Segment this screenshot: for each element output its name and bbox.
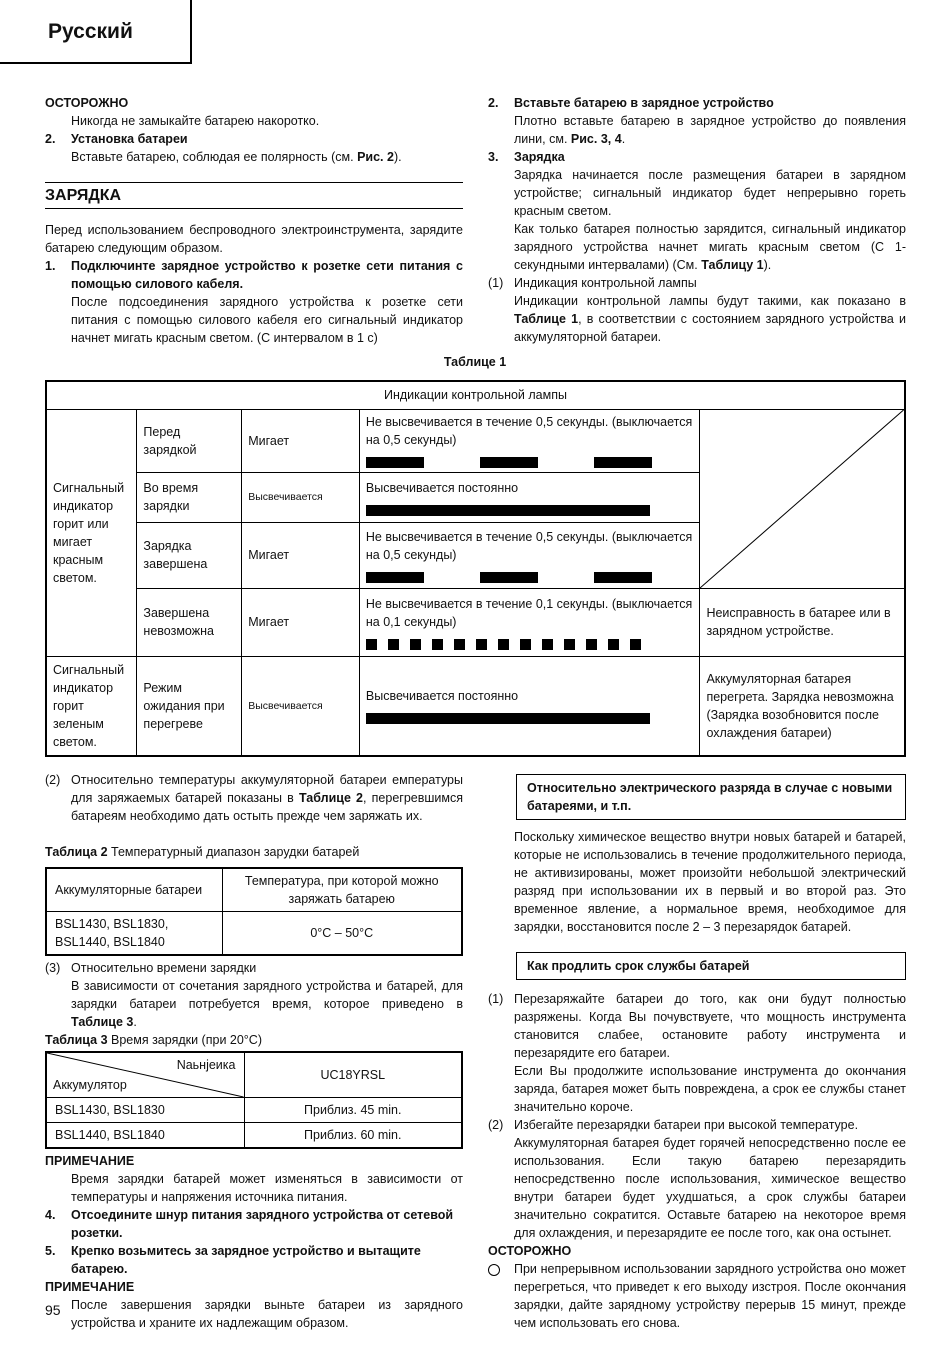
- blink-on: [520, 639, 531, 650]
- desc-cell: Высвечивается постоянно: [359, 472, 700, 522]
- battery-life-item-1: (1) Перезаряжайте батареи до того, как они будут полностью разряжены. Когда Вы почувствуете, что мощность инструмента становится слабее, остановите работу инструмента и перезарядите его батареи. Если Вы продолжите использование инструмента до окончания заряда, батарея может быть повреждена, а срок ее службы станет значительно короче.: [488, 992, 906, 1114]
- sub-item-3: (3) Относительно времени зарядки В зависимости от сочетания зарядного устройства и батарей, для зарядки батареи потребуется время, которое приведено в Таблице 3.: [45, 961, 463, 1029]
- diagonal-line: [700, 410, 904, 588]
- sub-item-2: (2) Относительно температуры аккумуляторной батареи емпературы для заряжаемых батарей показаны в Таблице 2, перегревшимся батареям необходимо дать остыть прежде чем заряжать их.: [45, 773, 463, 823]
- table-3-corner-cell: [46, 1052, 244, 1098]
- table-2-header-temperature: Температура, при которой можно заряжать батарею: [222, 868, 462, 912]
- page-number: 95: [45, 1302, 61, 1318]
- table-3: [45, 1051, 463, 1149]
- sub-item-title: Индикация контрольной лампы: [514, 276, 697, 290]
- blink-on: [564, 639, 575, 650]
- empty-diagonal-cell: [700, 409, 905, 588]
- note-text: Время зарядки батарей может изменяться в зависимости от температуры и напряжения источника питания.: [71, 1172, 463, 1204]
- steady-pattern: [366, 713, 694, 724]
- blink-pattern-slow: [366, 572, 694, 583]
- group-red: Сигнальный индикатор горит или мигает красным светом.: [46, 409, 137, 656]
- state-cell: Завершена невозможна: [137, 588, 242, 656]
- note-cell: Аккумуляторная батарея перегрета. Зарядка невозможна (Зарядка возобновится после охлаждения батареи): [700, 656, 905, 756]
- table-1-header: Индикации контрольной лампы: [46, 381, 905, 409]
- item-3-para-2: Как только батарея полностью зарядится, сигнальный индикатор зарядного устройства начнет мигать красным светом (С 1-секундными интервалами) (См. Таблицу 1).: [514, 222, 906, 272]
- group-green: Сигнальный индикатор горит зеленым светом.: [46, 656, 137, 756]
- blink-on: [480, 457, 538, 468]
- note-title: ПРИМЕЧАНИЕ: [45, 1280, 135, 1294]
- sub-item-title: Относительно времени зарядки: [71, 961, 257, 975]
- item-2-insert: 2. Вставьте батарею в зарядное устройство: [488, 96, 774, 110]
- state-cell: Во время зарядки: [137, 472, 242, 522]
- caution-title: ОСТОРОЖНО: [488, 1244, 572, 1258]
- item-title: Вставьте батарею в зарядное устройство: [514, 96, 774, 110]
- table-2-battery-models: BSL1430, BSL1830, BSL1440, BSL1840: [46, 912, 222, 956]
- state-cell: Перед зарядкой: [137, 409, 242, 472]
- caution-title: ОСТОРОЖНО: [45, 96, 129, 110]
- language-label: Русский: [48, 20, 133, 43]
- blink-pattern-fast: [366, 639, 694, 650]
- table-1: [45, 380, 906, 757]
- blink-on: [608, 639, 619, 650]
- item-3-para-1: Зарядка начинается после размещения батареи в зарядном устройстве; сигнальный индикатор будет непрерывно гореть красным светом.: [514, 168, 906, 218]
- note-title: ПРИМЕЧАНИЕ: [45, 1154, 135, 1168]
- desc-cell: Не высвечивается в течение 0,5 секунды. (выключается на 0,5 секунды): [359, 409, 700, 472]
- sub-item-3-text: В зависимости от сочетания зарядного устройства и батарей, для зарядки батареи потребуется время, которое приведено в Таблице 3.: [71, 979, 463, 1029]
- item-title: Подключинте зарядное устройство к розетке сети питания с помощью силового кабеля.: [71, 259, 463, 291]
- item-number: 1.: [45, 259, 56, 273]
- table-3-battery: BSL1440, BSL1840: [46, 1123, 244, 1149]
- mode-cell: Мигает: [242, 588, 360, 656]
- table-3-battery: BSL1430, BSL1830: [46, 1098, 244, 1123]
- mode-cell: Мигает: [242, 522, 360, 588]
- sub-item-1: (1) Индикация контрольной лампы: [488, 276, 697, 290]
- blink-on: [594, 457, 652, 468]
- blink-on: [476, 639, 487, 650]
- discharge-text: Поскольку химическое вещество внутри новых батарей и батарей, которые не использовались в течение продолжительного периода, не активизированы, может произойти небольшой электрический разряд при использовании их в первый и во второй раз. Это временное явление, а нормальное время, необходимое для зарядки, восстановится после 2 – 3 перезарядок батарей.: [514, 830, 906, 934]
- steady-on: [366, 505, 650, 516]
- blink-on: [410, 639, 421, 650]
- table-2: [45, 867, 463, 956]
- box-title-battery-life: Как продлить срок службы батарей: [516, 952, 906, 980]
- left-bottom-column: [45, 771, 463, 825]
- caution-text: При непрерывном использовании зарядного устройства оно может перегреться, что приведет к его выходу изстроя. После окончания зарядки, дайте зарядному устройству перерыв 15 минут, прежде чем использовать его снова.: [514, 1262, 906, 1330]
- note-cell: Неисправность в батарее или в зарядном устройстве.: [700, 588, 905, 656]
- left-top-column: [45, 94, 463, 347]
- caution-text: Никогда не замыкайте батарею накоротко.: [71, 114, 320, 128]
- right-bottom-column: [488, 774, 906, 1332]
- blink-on: [388, 639, 399, 650]
- sub-item-2-text: Относительно температуры аккумуляторной батареи емпературы для заряжаемых батарей показаны в Таблице 2, перегревшимся батареям необходимо дать остыть прежде чем заряжать их.: [71, 773, 463, 823]
- battery-life-item-2: (2) Избегайте перезарядки батареи при высокой температуре. Аккумуляторная батарея будет горячей непосредственно после ее использования. Если такую батарею перезарядить непосредственно после использования, химическое вещество внутри батареи будет ухудшаться, а срок службы батареи значительно сократится. Оставьте батарею на некоторое время для охлаждения, и перезарядите ее после того, как она остынет.: [488, 1118, 906, 1240]
- table-3-model: UC18YRSL: [244, 1052, 462, 1098]
- blink-on: [594, 572, 652, 583]
- desc-cell: Не высвечивается в течение 0,5 секунды. (выключается на 0,5 секунды): [359, 522, 700, 588]
- blink-on: [630, 639, 641, 650]
- mode-cell: Мигает: [242, 409, 360, 472]
- table-2-temperature-range: 0°C – 50°C: [222, 912, 462, 956]
- battery-life-item-1-text: Перезаряжайте батареи до того, как они будут полностью разряжены. Когда Вы почувствуете, что мощность инструмента становится слабее, остановите работу инструмента и перезарядите его батареи. Если Вы продолжите использование инструмента до окончания заряда, батарея может быть повреждена, а срок ее службы станет значительно короче.: [514, 992, 906, 1114]
- table-2-caption: Таблица 2 Температурный диапазон зарудки батарей: [45, 845, 360, 859]
- blink-on: [366, 457, 424, 468]
- desc-cell: Не высвечивается в течение 0,1 секунды. (выключается на 0,1 секунды): [359, 588, 700, 656]
- table-1-caption: Таблице 1: [443, 355, 507, 369]
- item-3-charging: 3. Зарядка: [488, 150, 565, 164]
- battery-life-item-2-text: Избегайте перезарядки батареи при высокой температуре. Аккумуляторная батарея будет горячей непосредственно после ее использования. Если такую батарею перезарядить непосредственно после использования, химическое вещество внутри батареи будет ухудшаться, а срок службы батареи значительно сократится. Оставьте батарею на некоторое время для охлаждения, и перезарядите ее после того, как она остынет.: [514, 1118, 906, 1240]
- item-title: Крепко возьмитесь за зарядное устройство и вытащите батарею.: [71, 1244, 421, 1276]
- sub-item-1-text: Индикации контрольной лампы будут такими, как показано в Таблице 1, в соответствии с состоянием зарядного устройства и аккумуляторной батареи.: [514, 294, 906, 344]
- item-2: [45, 130, 463, 148]
- right-top-column: [488, 94, 906, 346]
- item-title: Установка батареи: [71, 132, 188, 146]
- desc-cell: Высвечивается постоянно: [359, 656, 700, 756]
- corner-label-charger: Nаьнјеика: [176, 1058, 236, 1072]
- steady-on: [366, 713, 650, 724]
- table-3-time: Приблиз. 60 min.: [244, 1123, 462, 1149]
- box-title-discharge: Относительно электрического разряда в случае с новыми батареями, и т.п.: [516, 774, 906, 820]
- table-3-time: Приблиз. 45 min.: [244, 1098, 462, 1123]
- section-title-charging: ЗАРЯДКА: [45, 182, 463, 209]
- note-text: После завершения зарядки выньте батареи из зарядного устройства и храните их надлежащим образом.: [71, 1298, 463, 1330]
- state-cell: Зарядка завершена: [137, 522, 242, 588]
- item-title: Отсоедините шнур питания зарядного устройства от сетевой розетки.: [71, 1208, 454, 1240]
- figure-ref: Рис. 2: [357, 150, 394, 164]
- blink-pattern-slow: [366, 457, 694, 468]
- charging-item-1: [45, 257, 463, 293]
- item-number: 2.: [45, 132, 56, 146]
- blink-on: [366, 639, 377, 650]
- blink-on: [454, 639, 465, 650]
- mode-cell: Высвечивается: [242, 656, 360, 756]
- item-2-text: Вставьте батарею, соблюдая ее полярность (см. Рис. 2).: [71, 150, 402, 164]
- table-3-caption: Таблица 3 Время зарядки (при 20°C): [45, 1033, 262, 1047]
- blink-on: [366, 572, 424, 583]
- charging-item-1-text: После подсоединения зарядного устройства к розетке сети питания с помощью силового кабеля его сигнальный индикатор начнет мигать красным светом. (С интервалом в 1 с): [71, 295, 463, 345]
- blink-on: [542, 639, 553, 650]
- charging-intro: Перед использованием беспроводного электроинструмента, зарядите батарею следующим образом.: [45, 223, 463, 255]
- left-notes: [45, 1152, 463, 1332]
- blink-on: [480, 572, 538, 583]
- item-4: 4. Отсоедините шнур питания зарядного устройства от сетевой розетки.: [45, 1206, 463, 1242]
- item-5: 5. Крепко возьмитесь за зарядное устройство и вытащите батарею.: [45, 1242, 463, 1278]
- steady-pattern: [366, 505, 694, 516]
- circle-bullet-icon: [488, 1264, 500, 1276]
- item-title: Зарядка: [514, 150, 565, 164]
- language-tab: [0, 0, 192, 64]
- blink-on: [432, 639, 443, 650]
- item-2-insert-text: Плотно вставьте батарею в зарядное устройство до появления лини, см. Рис. 3, 4.: [514, 114, 906, 146]
- table-2-header-battery: Аккумуляторные батареи: [46, 868, 222, 912]
- mode-cell: Высвечивается: [242, 472, 360, 522]
- blink-on: [586, 639, 597, 650]
- blink-on: [498, 639, 509, 650]
- state-cell: Режим ожидания при перегреве: [137, 656, 242, 756]
- corner-label-battery: Аккумулятор: [53, 1078, 127, 1092]
- caution-item: [488, 1260, 906, 1332]
